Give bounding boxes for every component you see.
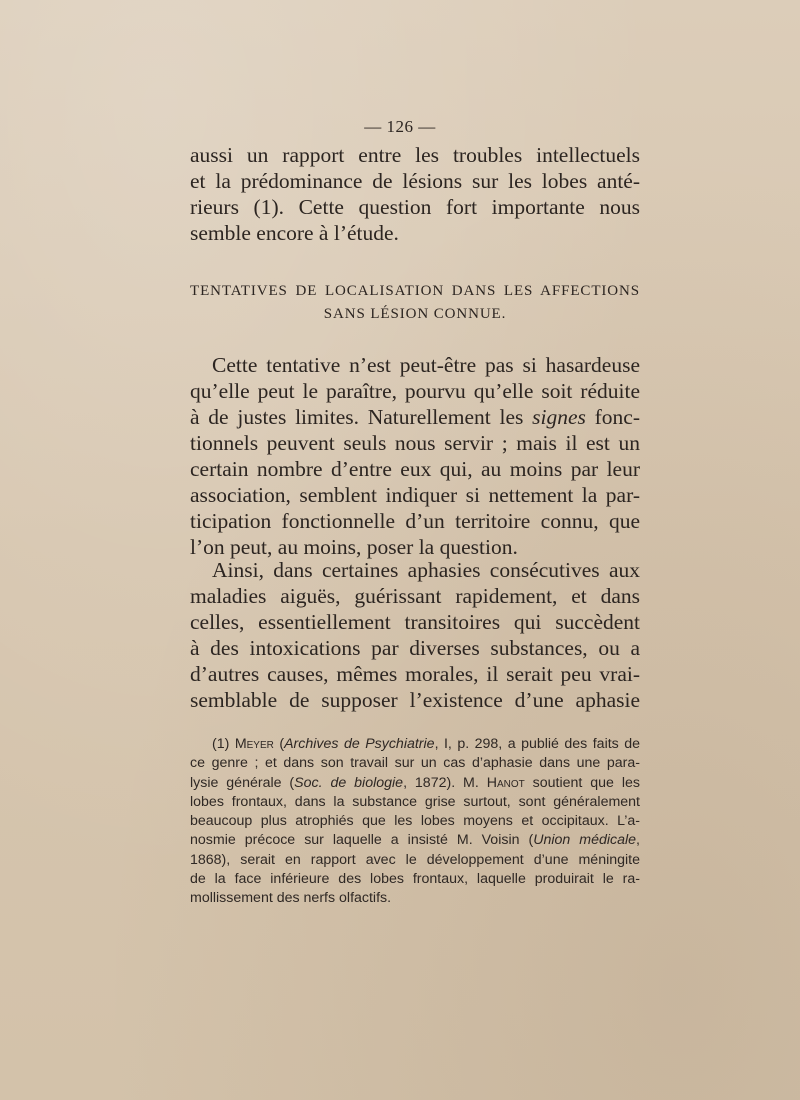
section-heading [190, 280, 640, 326]
footnote [190, 735, 640, 909]
footnote-line: ce genre ; et dans son travail sur un cas d’aphasie dans une para- [190, 755, 640, 772]
text-line: rieurs (1). Cette question fort importante nous [190, 195, 640, 219]
text-fragment: fonc- [585, 405, 640, 429]
journal-title: Soc. de biologie [294, 774, 404, 791]
heading-line: TENTATIVES DE LOCALISATION DANS LES AFFECTIONS [190, 283, 640, 299]
text-fragment: nosmie précoce sur laquelle a insisté M. Voisin ( [190, 832, 534, 849]
footnote-line [190, 831, 640, 850]
text-line: aussi un rapport entre les troubles intellectuels [190, 143, 640, 167]
text-fragment: soutient que les [524, 774, 640, 791]
text-fragment: (1) [212, 736, 235, 752]
page-number: — 126 — [364, 117, 436, 136]
text-line: association, semblent indiquer si nettement la par- [190, 483, 640, 507]
author-name: Meyer [234, 736, 274, 752]
footnote-line [190, 735, 640, 754]
text-line: Ainsi, dans certaines aphasies consécutives aux [212, 558, 640, 582]
text-line: à des intoxications par diverses substances, ou a [190, 636, 640, 660]
text-fragment: lysie générale ( [190, 774, 295, 791]
text-line: Cette tentative n’est peut-être pas si hasardeuse [212, 353, 640, 377]
footnote-line: mollissement des nerfs olfactifs. [190, 890, 392, 907]
text-line: maladies aiguës, guérissant rapidement, et dans [190, 584, 640, 608]
text-fragment: ( [273, 736, 285, 752]
footnote-line [190, 774, 640, 793]
footnote-line: de la face inférieure des lobes frontaux, laquelle produirait le ra- [190, 871, 640, 888]
text-fragment: , [636, 832, 640, 849]
text-line: certain nombre d’entre eux qui, au moins par leur [190, 457, 640, 481]
journal-title: Archives de Psychiatrie [284, 736, 435, 752]
text-line: ticipation fonctionnelle d’un territoire connu, que [190, 509, 640, 533]
footnote-line: 1868), serait en rapport avec le développement d’une méningite [190, 851, 640, 868]
text-fragment: , 1872). M. [403, 774, 487, 791]
journal-title: Union médicale [533, 832, 637, 849]
text-line: et la prédominance de lésions sur les lobes anté- [190, 169, 640, 193]
text-line: d’autres causes, mêmes morales, il serait peu vrai- [190, 662, 640, 686]
text-line: semble encore à l’étude. [190, 221, 399, 245]
text-line: semblable de supposer l’existence d’une aphasie [190, 688, 640, 712]
paragraph-aphasies [190, 557, 640, 713]
footnote-line: lobes frontaux, dans la substance grise surtout, sont généralement [190, 793, 640, 810]
text-fragment: , I, p. 298, a publié des faits de [434, 736, 641, 752]
author-name: Hanot [486, 774, 525, 791]
text-line: tionnels peuvent seuls nous servir ; mais il est un [190, 431, 640, 455]
heading-line: SANS LÉSION CONNUE. [323, 306, 507, 322]
italic-word: signes [532, 405, 586, 429]
paragraph-continuation [190, 142, 640, 246]
text-line: l’on peut, au moins, poser la question. [190, 535, 518, 559]
text-line: qu’elle peut le paraître, pourvu qu’elle soit réduite [190, 379, 640, 403]
text-line [190, 404, 640, 430]
text-fragment: à de justes limites. Naturellement les [190, 405, 533, 429]
text-line: celles, essentiellement transitoires qui succèdent [190, 610, 640, 634]
footnote-line: beaucoup plus atrophiés que les lobes moyens et occipitaux. L’a- [190, 813, 640, 830]
paragraph-tentative [190, 352, 640, 560]
